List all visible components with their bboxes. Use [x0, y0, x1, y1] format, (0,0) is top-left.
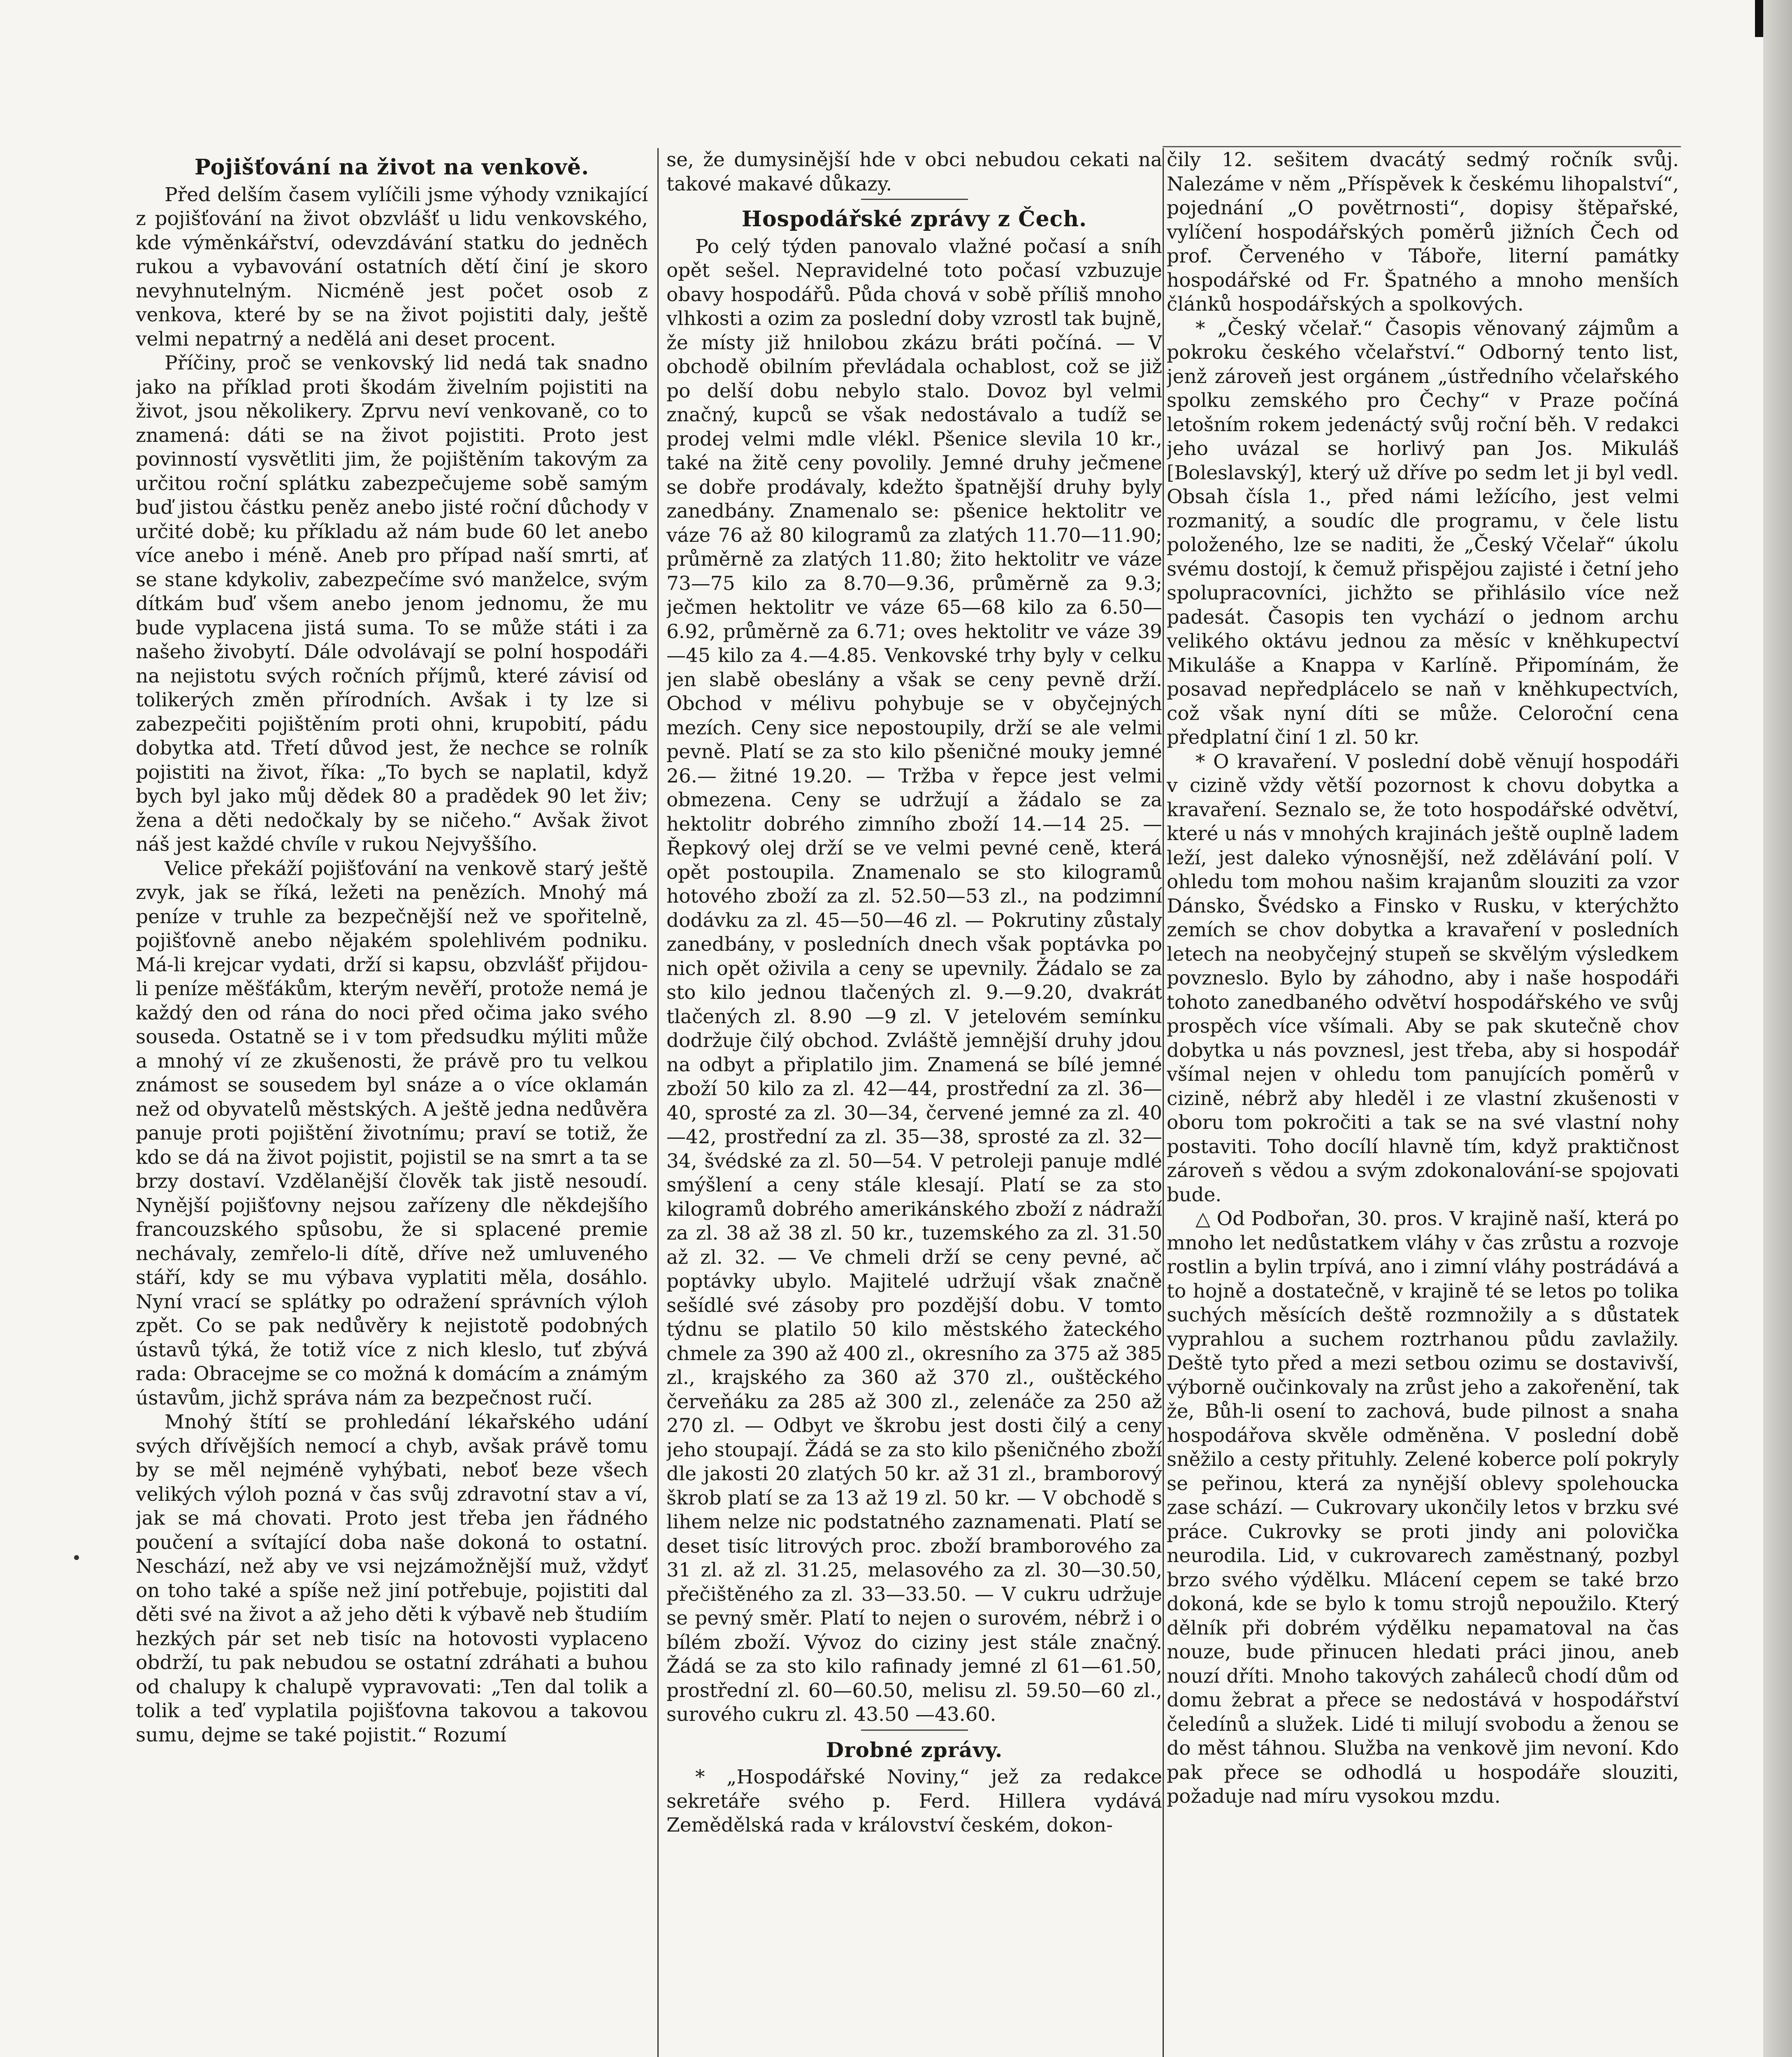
column-top-rule: [1163, 146, 1681, 147]
paragraph: * „Český včelař.“ Časopis věnovaný zájmům a pokroku českého včelařství.“ Odborný tento list, jenž zároveň jest orgánem „ústředního včelařského spolku zemského pro Čechy“ v Praze počíná letošním rokem jedenáctý svůj roční běh. V redakci jeho uvázal se horlivý pan Jos. Mikuláš [Boleslavský], který už dříve po sedm let ji byl vedl. Obsah čísla 1., před námi ležícího, jest velmi rozmanitý, a soudíc dle programu, v čele listu položeného, lze se naditi, že „Český Včelař“ úkolu svému dostojí, k čemuž přispějou zajisté i četní jeho spolupracovníci, jichžto se přihlásilo více než padesát. Časopis ten vychází o jednom archu velikého oktávu jednou za měsíc v kněhkupectví Mikuláše a Knappa v Karlíně. Připomínám, že posavad nepředplácelo se naň v kněhkupectvích, což však nyní díti se může. Celoroční cena předplatní činí 1 zl. 50 kr.: [1167, 317, 1679, 749]
section-separator: [861, 199, 968, 200]
article-heading-economic-news: Hospodářské zprávy z Čech.: [741, 207, 1087, 232]
column-rule-2: [1163, 148, 1164, 2057]
paragraph: △ Od Podbořan, 30. pros. V krajině naší, která po mnoho let nedůstatkem vláhy v čas zrůstu a rozvoje rostlin a bylin trpívá, ano i zimní vláhy postrádává a to hojně a dostatečně, v krajině té se letos po tolika suchých měsících deště rozmnožily a s důstatek vyprahlou a suchem roztrhanou půdu zavlažily. Deště tyto před a mezi setbou ozimu se dostavivší, výborně oučinkovaly na zrůst jeho a zakořenění, tak že, Bůh-li osení to zachová, bude pilnost a snaha hospodářova skvěle odměněna. V poslední době sněžilo a cesty přituhly. Zelené koberce polí pokryly se peřinou, která za nynější oblevy spolehoucka zase schází. — Cukrovary ukončily letos v brzku své práce. Cukrovky se proti jindy ani polovička neurodila. Lid, v cukrovarech zaměstnaný, pozbyl brzo svého výdělku. Mlácení cepem se také brzo dokoná, kde se bylo k tomu strojů nepoužilo. Který dělník při dobrém výdělku nepamatoval na čas nouze, bude přinucen hledati práci jinou, aneb nouzí dříti. Mnoho takových zaháleců chodí dům od domu žebrat a přece se nedostává v hospodářství čeledínů a služek. Lidé ti milují svobodu a ženou se do měst táhnou. Služba na venkově jim nevoní. Kdo pak přece se odhodlá u hospodáře slouziti, požaduje nad míru vysokou mzdu.: [1167, 1207, 1679, 1808]
scan-edge: [1763, 0, 1792, 2057]
continuation-text: se, že dumysinější hde v obci nebudou cekati na takové makavé důkazy.: [666, 149, 1162, 195]
column-rule-1: [657, 148, 659, 2057]
section-separator: [861, 1730, 968, 1731]
paragraph: Po celý týden panovalo vlažné počasí a sníh opět sešel. Nepravidelné toto počasí vzbuzuje obavy hospodářů. Půda chová v sobě příliš mnoho vlhkosti a ozim za poslední doby vzrostl tak bujně, že místy již hnilobou zkázu bráti počíná. — V obchodě obilním převládala ochablost, což se již po delší dobu nebylo stalo. Dovoz byl velmi značný, kupců se však nedostávalo a tudíž se prodej velmi mdle vlékl. Pšenice slevila 10 kr., také na žitě ceny povolily. Jemné druhy ječmene se dobře prodávaly, kdežto špatnější druhy byly zanedbány. Znamenalo se: pšenice hektolitr ve váze 76 až 80 kilogramů za zlatých 11.70—11.90; průměrně za zlatých 11.80; žito hektolitr ve váze 73—75 kilo za 8.70—9.36, průměrně za 9.3; ječmen hektolitr ve váze 65—68 kilo za 6.50—6.92, průměrně za 6.71; oves hektolitr ve váze 39—45 kilo za 4.—4.85. Venkovské trhy byly v celku jen slabě obeslány a však se ceny pevně drží. Obchod v mélivu pohybuje se v obyčejných mezích. Ceny sice nepostoupily, drží se ale velmi pevně. Platí se za sto kilo pšeničné mouky jemné 26.— žitné 19.20. — Tržba v řepce jest velmi obmezena. Ceny se udržují a žádalo se za hektolitr dobrého zimního zboží 14.—14 25. — Řepkový olej drží se ve velmi pevné ceně, která opět postoupila. Znamenalo se sto kilogramů hotového zboží za zl. 52.50—53 zl., na podzimní dodávku za zl. 45—50—46 zl. — Pokrutiny zůstaly zanedbány, v posledních dnech však poptávka po nich opět oživila a ceny se upevnily. Žádalo se za sto kilo jednou tlačených zl. 9.—9.20, dvakrát tlačených zl. 8.90 —9 zl. V jetelovém semínku dodržuje čilý obchod. Zvláště jemnější druhy jdou na odbyt a připlatilo jim. Znamená se bílé jemné zboží 50 kilo za zl. 42—44, prostřední za zl. 36—40, sprosté za zl. 30—34, červené jemné za zl. 40—42, prostřední za zl. 35—38, sprosté za zl. 32—34, švédské za zl. 50—54. V petroleji panuje mdlé smýšlení a ceny stále klesají. Platí se za sto kilogramů dobrého amerikánského zboží z nádraží za zl. 38 až 38 zl. 50 kr., tuzemského za zl. 31.50 až zl. 32. — Ve chmeli drží se ceny pevné, ač poptávky ubylo. Majitelé udržují však značně sešídlé své zásoby pro pozdější dobu. V tomto týdnu se platilo 50 kilo městského žateckého chmele za 390 až 400 zl., okresního za 375 až 385 zl., krajského za 360 až 370 zl., ouštěckého červeňáku za 285 až 300 zl., zelenáče za 250 až 270 zl. — Odbyt ve škrobu jest dosti čilý a ceny jeho stoupají. Žádá se za sto kilo pšeničného zboží dle jakosti 20 zlatých 50 kr. až 31 zl., bramborový škrob platí se za 13 až 19 zl. 50 kr. — V obchodě s lihem nelze nic podstatného zaznamenati. Platí se deset tisíc litrových proc. zboží bramborového za 31 zl. až zl. 31.25, melasového za zl. 30—30.50, přečištěného za zl. 33—33.50. — V cukru udržuje se pevný směr. Platí to nejen o surovém, nébrž i o bílém zboží. Vývoz do ciziny jest stále značný. Žádá se za sto kilo rafinady jemné zl 61—61.50, prostřední zl. 60—60.50, melisu zl. 59.50—60 zl., surového cukru zl. 43.50 —43.60.: [666, 235, 1162, 1726]
column-3: [1167, 148, 1679, 2057]
paragraph: Před delším časem vylíčili jsme výhody vznikající z pojišťování na život obzvlášť u lidu venkovského, kde výměnkářství, odevzdávání statku do jedněch rukou a vybavování ostatních dětí činí je skoro nevyhnutelným. Nicméně jest počet osob z venkova, které by se na život pojistiti daly, ještě velmi nepatrný a nedělá ani deset procent.: [136, 183, 648, 351]
paragraph: * O kravaření. V poslední době věnují hospodáři v cizině vždy větší pozornost k chovu dobytka a kravaření. Seznalo se, že toto hospodářské odvětví, které u nás v mnohých krajinách ještě ouplně ladem leží, jest daleko výnosnější, než zdělávání polí. V ohledu tom mohou našim krajanům slouziti za vzor Dánsko, Švédsko a Finsko v Rusku, v kterýchžto zemích se chov dobytka a kravaření v posledních letech na neobyčejný stupeň se skvělým výsledkem povzneslo. Bylo by záhodno, aby i naše hospodáři tohoto zanedbaného odvětví hospodářského ve svůj prospěch více všímali. Aby se pak skutečně chov dobytka u nás povznesl, jest třeba, aby si hospodář všímal nejen v ohledu tom panujících poměrů v cizině, nébrž aby hleděl i ze vlastní zkušenosti v oboru tom pokročiti a tak se na své vlastní nohy postaviti. Toho docílí hlavně tím, když praktičnost zároveň s vědou a svým zdokonalování-se spojovati bude.: [1167, 750, 1679, 1206]
paragraph: Příčiny, proč se venkovský lid nedá tak snadno jako na příklad proti škodám živelním pojistiti na život, jsou několikery. Zprvu neví venkovaně, co to znamená: dáti se na život pojistiti. Proto jest povinností vysvětliti jim, že pojištěním takovým za určitou roční splátku zabezpečujeme sobě samým buď jistou částku peněz anebo jisté roční důchody v určité době; ku příkladu až nám bude 60 let anebo více anebo i méně. Aneb pro případ naší smrti, ať se stane kdykoliv, zabezpečíme svó manželce, svým dítkám buď všem anebo jenom jednomu, že mu bude vyplacena jistá suma. To se může státi i za našeho živobytí. Dále odvolávají se polní hospodáři na nejistotu svých ročních příjmů, které závisí od tolikerých změn přírodních. Avšak i ty lze si zabezpečiti pojištěním proti ohni, krupobití, pádu dobytka atd. Třetí důvod jest, že nechce se rolník pojistiti na život, říka: „To bych se naplatil, když bych byl jako můj dědek 80 a pradědek 90 let živ; žena a děti nedočkaly by se ničeho.“ Avšak život náš jest každé chvíle v rukou Nejvyššího.: [136, 352, 648, 856]
paragraph: * „Hospodářské Noviny,“ jež za redakce sekretáře svého p. Ferd. Hillera vydává Zemědělská rada v království českém, dokon-: [666, 1766, 1162, 1836]
article-heading-short-news: Drobné zprávy.: [826, 1737, 1003, 1762]
paragraph: Mnohý štítí se prohledání lékařského udání svých dřívějších nemocí a chyb, avšak právě tomu by se měl nejméně vyhýbati, neboť beze všech velikých výloh pozná v čas svůj zdravotní stav a ví, jak se má chovati. Proto jest třeba jen řádného poučení a svítající doba naše dokoná to ostatní. Neschází, než aby ve vsi nejzámožnější muž, vždyť on toho také a spíše než jiní potřebuje, pojistiti dal děti své na život a až jeho děti k výbavě neb študiím hezkých pár set neb tisíc na hotovosti vyplaceno obdrží, tu pak nebudou se ostatní zdráhati a buhou od chalupy k chalupě vypravovati: „Ten dal tolik a tolik a teď vyplatila pojišťovna takovou a takovou sumu, dejme se také pojistit.“ Rozumí: [136, 1411, 648, 1746]
column-1: [136, 148, 648, 2057]
paragraph: Velice překáží pojišťování na venkově starý ještě zvyk, jak se říká, ležeti na penězích. Mnohý má peníze v truhle za bezpečnější než ve spořitelně, pojišťovně anebo nějakém spolehlivém podniku. Má-li krejcar vydati, drží si kapsu, obzvlášť přijdou-li peníze měšťákům, kterým nevěří, protože nemá je každý den od rána do noci před očima jako svého souseda. Ostatně se i v tom předsudku mýliti může a mnohý ví ze zkušenosti, že právě pro tu velkou známost se sousedem byl snáze a o více oklamán než od obyvatelů městských. A ještě jedna nedůvěra panuje proti pojištění životnímu; praví se totiž, že kdo se dá na život pojistit, pojistil se na smrt a ta se brzy dostaví. Vzdělanější člověk tak jistě nesoudí. Nynější pojišťovny nejsou zařízeny dle někdejšího francouzského spůsobu, že si splacené premie nechávaly, zemřelo-li dítě, dříve než umluveného stáří, kdy se mu výbava vyplatiti měla, dosáhlo. Nyní vrací se splátky po odražení správních výloh zpět. Co se pak nedůvěry k nejistotě podobných ústavů týká, že totiž více z nich kleslo, tuť zbývá rada: Obracejme se co možná k domácím a známým ústavům, jichž správa nám za bezpečnost ručí.: [136, 857, 648, 1409]
punch-mark: [74, 1555, 79, 1560]
paragraph: čily 12. sešitem dvacátý sedmý ročník svůj. Nalezáme v něm „Příspěvek k českému lihopalství“, pojednání „O povětrnosti“, dopisy štěpařské, vylíčení hospodářských poměrů jižních Čech od prof. Červeného v Táboře, literní památky hospodářské od Fr. Špatného a mnoho menších článků hospodářských a spolkových.: [1167, 149, 1679, 316]
article-heading-insurance: Pojišťování na život na venkově.: [194, 155, 590, 180]
column-2: [666, 148, 1162, 2057]
